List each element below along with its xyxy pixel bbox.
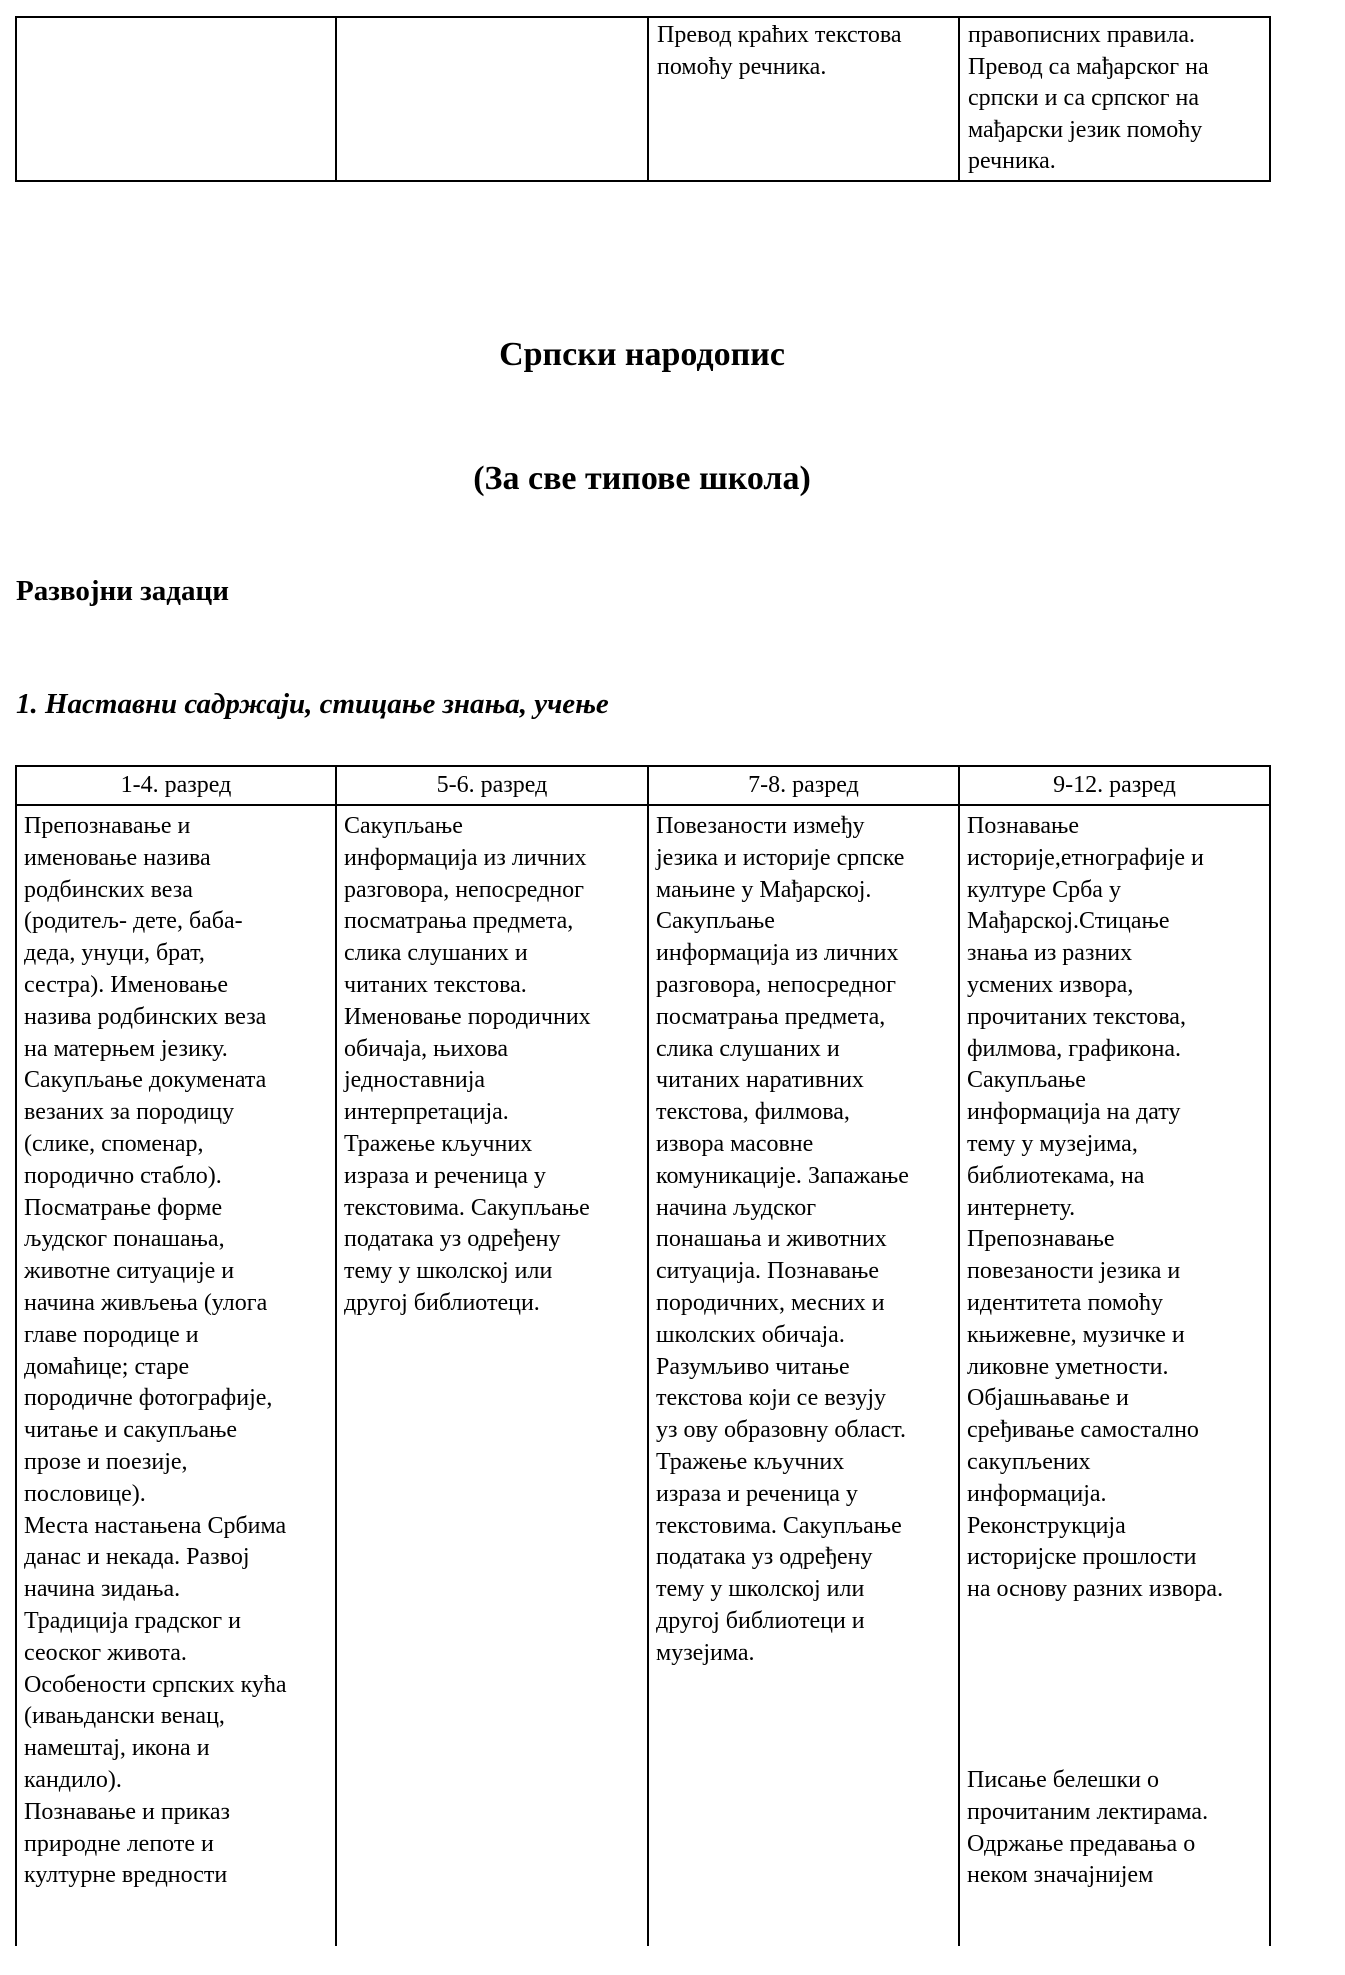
cell-text: Повезаности између језика и историје српске мањине у Мађарској. Сакупљање информација из личних разговора, непосредног посматрања предмета, слика слушаних и читаних наративних текстова, филмова, извора масовне комуникације. Запажање начина људског понашања и животних ситуација. Познавање породичних, месних и школских обичаја. Разумљиво читање текстова који се везују уз ову образовну област. Тражење кључних израза и реченица у текстовима. Сакупљање података уз одређену тему у школској или другој библиотеци и музејима. xyxy=(656,813,909,1666)
cell-text: Писање белешки о прочитаним лектирама. Одржање предавања о неком значајнијем xyxy=(967,1766,1209,1889)
cell-text: правописних правила. Превод са мађарског на српски и са српског на мађарски језик помоћу речника. xyxy=(968,22,1209,174)
content-table xyxy=(15,765,1271,1946)
table-cell xyxy=(336,805,648,1946)
section-heading: Развојни задаци xyxy=(16,575,229,607)
document-title: Српски народопис xyxy=(499,336,785,373)
continued-table xyxy=(15,16,1271,182)
table-header-row xyxy=(16,766,1270,805)
table-row xyxy=(16,805,1270,1946)
column-header: 9-12. разред xyxy=(959,766,1270,805)
table-cell xyxy=(16,805,336,1946)
table-cell xyxy=(959,17,1270,181)
column-header: 1-4. разред xyxy=(16,766,336,805)
cell-text: Препознавање и именовање назива родбинских веза (родитељ- дете, баба- деда, унуци, брат, сестра). Именовање назива родбинских веза на матерњем језику. Сакупљање докумената везаних за породицу (слике, споменар, породично стабло). Посматрање форме људског понашања, животне ситуације и начина живљења (улога главе породице и домаћице; старе породичне фотографије, читање и сакупљање прозе и поезије, пословице). Места настањена Србима данас и некада. Развој начина зидања. Традиција градског и сеоског живота. Особености српских кућа (ивањдански венац, намештај, икона и кандило). Познавање и приказ природне лепоте и културне вредности xyxy=(24,813,287,1889)
column-header: 5-6. разред xyxy=(336,766,648,805)
cell-text: Познавање историје,етнографије и културе Срба у Мађарској.Стицање знања из разних усмених извора, прочитаних текстова, филмова, графикона. Сакупљање информација на дату тему у музејима, библиотекама, на интернету. Препознавање повезаности језика и идентитета помоћу књижевне, музичке и ликовне уметности. Објашњавање и сређивање самостално сакупљених информација. Реконструкција историјске прошлости на основу разних извора. xyxy=(967,813,1224,1603)
cell-text: Сакупљање информација из личних разговора, непосредног посматрања предмета, слика слушаних и читаних текстова. Именовање породичних обичаја, њихова једноставнија интерпретација. Тражење кључних израза и реченица у текстовима. Сакупљање података уз одређену тему у школској или другој библиотеци. xyxy=(344,813,591,1316)
table-row xyxy=(16,17,1270,181)
document-subtitle: (За све типове школа) xyxy=(473,460,811,497)
table-cell xyxy=(648,805,959,1946)
table-cell xyxy=(336,17,648,181)
table-cell xyxy=(959,805,1270,1946)
table-cell xyxy=(16,17,336,181)
cell-text: Превод краћих текстова помоћу речника. xyxy=(657,22,902,80)
subsection-heading: 1. Наставни садржаји, стицање знања, учење xyxy=(16,688,609,720)
table-cell xyxy=(648,17,959,181)
column-header: 7-8. разред xyxy=(648,766,959,805)
spacer xyxy=(967,1606,1262,1765)
